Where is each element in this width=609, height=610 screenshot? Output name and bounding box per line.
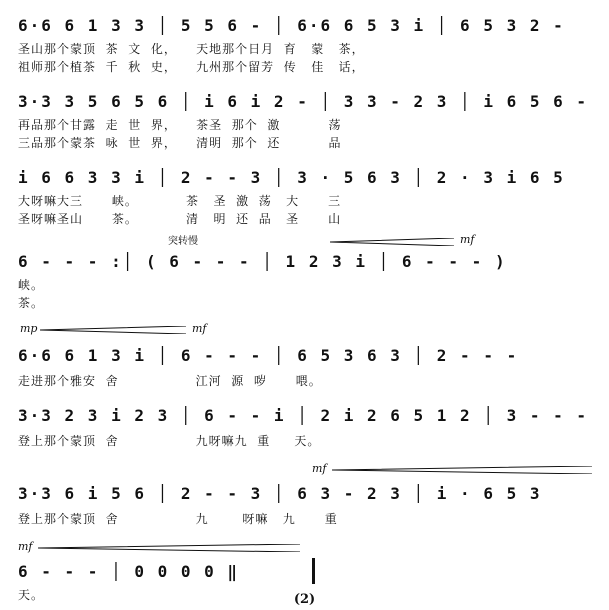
lyric-line-3b: 圣呀嘛圣山 茶。 清 明 还 品 圣 山 [18,212,342,226]
notation-line-7: 3·3 6 i 5 6 │ 2 - - 3 │ 6 3 - 2 3 │ i · 6 5 3 [18,483,542,503]
lyric-line-2b: 三品那个蒙茶 咏 世 界， 清明 那个 还 品 [18,136,342,150]
final-barline [312,558,315,584]
page-number: (2) [293,592,316,607]
lyric-line-1b: 祖师那个植茶 千 秋 史， 九州那个留芳 传 佳 话， [18,60,365,74]
dynamic-mf-2: mf [192,322,207,335]
lyric-line-3a: 大呀嘛大三 峡。 茶 圣 激 荡 大 三 [18,194,342,208]
dynamic-mf-4: mf [18,540,33,553]
crescendo-hairpin-3 [332,466,594,474]
dynamic-mf-3: mf [312,462,327,475]
notation-line-2: 3·3 3 5 6 5 6 │ i 6 i 2 - │ 3 3 - 2 3 │ i 6 5 6 - [18,91,589,111]
crescendo-hairpin-4 [38,544,302,552]
lyric-line-2a: 再品那个甘露 走 世 界， 茶圣 那个 激 荡 [18,118,342,132]
notation-line-3: i 6 6 3 3 i │ 2 - - 3 │ 3 · 5 6 3 │ 2 · 3 i 6 5 [18,167,565,187]
lyric-line-6: 登上那个蒙顶 舍 九呀嘛九 重 天。 [18,434,321,448]
dynamic-mp: mp [20,322,38,335]
crescendo-hairpin-1 [330,238,456,246]
tempo-marking: 突转慢 [168,236,198,247]
lyric-line-4a: 峡。 [18,278,45,292]
lyric-line-8: 天。 [18,588,45,602]
lyric-line-4b: 茶。 [18,296,45,310]
lyric-line-5: 走进那个雅安 舍 江河 源 哕 喂。 [18,374,322,388]
lyric-line-7: 登上那个蒙顶 舍 九 呀嘛 九 重 [18,512,338,526]
notation-line-5: 6·6 6 1 3 i │ 6 - - - │ 6 5 3 6 3 │ 2 - - - [18,345,519,365]
notation-line-8: 6 - - - │ 0 0 0 0 ‖ [18,561,240,581]
lyric-line-1a: 圣山那个蒙顶 茶 文 化， 天地那个日月 育 蒙 茶， [18,42,365,56]
crescendo-hairpin-2 [40,326,188,334]
notation-line-1: 6·6 6 1 3 3 │ 5 5 6 - │ 6·6 6 5 3 i │ 6 5 3 2 - [18,15,565,35]
notation-line-6: 3·3 2 3 i 2 3 │ 6 - - i │ 2 i 2 6 5 1 2 │ 3 - - - [18,405,589,425]
dynamic-mf-1: mf [460,233,475,246]
notation-line-4: 6 - - - :│ ( 6 - - - │ 1 2 3 i │ 6 - - - ) [18,251,507,271]
